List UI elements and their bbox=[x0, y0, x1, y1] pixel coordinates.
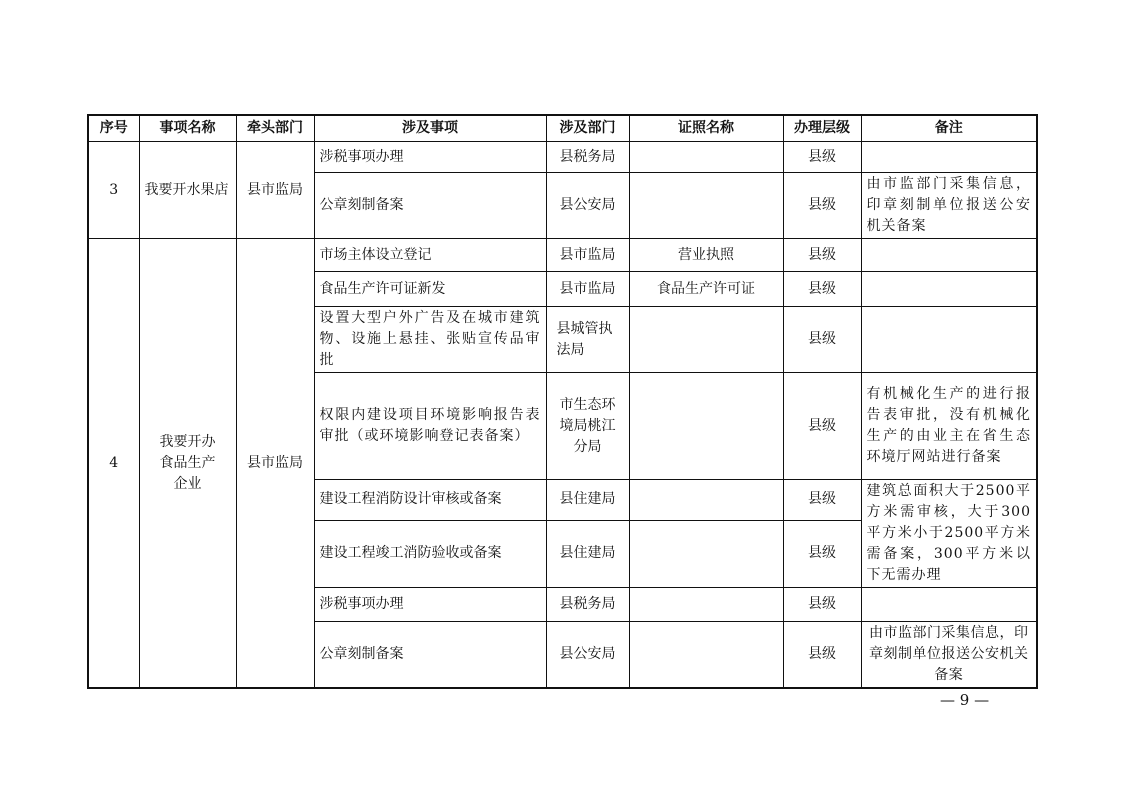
involved-item: 权限内建设项目环境影响报告表审批（或环境影响登记表备案） bbox=[314, 373, 546, 480]
level: 县级 bbox=[783, 520, 861, 587]
license-name bbox=[629, 480, 783, 521]
header-lead-dept: 牵头部门 bbox=[236, 115, 314, 142]
involved-dept: 县公安局 bbox=[546, 173, 629, 239]
note: 建筑总面积大于2500平方米需审核，大于300平方米小于2500平方米需备案，300平方米以下无需办理 bbox=[861, 480, 1037, 588]
involved-item: 公章刻制备案 bbox=[314, 622, 546, 689]
license-name bbox=[629, 373, 783, 480]
lead-dept: 县市监局 bbox=[236, 142, 314, 239]
involved-item: 食品生产许可证新发 bbox=[314, 272, 546, 307]
header-license: 证照名称 bbox=[629, 115, 783, 142]
note: 由市监部门采集信息，印章刻制单位报送公安机关备案 bbox=[861, 622, 1037, 689]
note bbox=[861, 142, 1037, 173]
license-name bbox=[629, 173, 783, 239]
matter-name: 我要开水果店 bbox=[139, 142, 236, 239]
table-row bbox=[88, 239, 1037, 272]
involved-item: 建设工程消防设计审核或备案 bbox=[314, 480, 546, 521]
header-no: 序号 bbox=[88, 115, 139, 142]
level: 县级 bbox=[783, 173, 861, 239]
note bbox=[861, 307, 1037, 373]
license-name: 食品生产许可证 bbox=[629, 272, 783, 307]
level: 县级 bbox=[783, 272, 861, 307]
level: 县级 bbox=[783, 480, 861, 521]
involved-item: 建设工程竣工消防验收或备案 bbox=[314, 520, 546, 587]
license-name bbox=[629, 307, 783, 373]
level: 县级 bbox=[783, 622, 861, 689]
involved-dept: 县城管执法局 bbox=[546, 307, 629, 373]
license-name: 营业执照 bbox=[629, 239, 783, 272]
involved-dept: 县税务局 bbox=[546, 588, 629, 622]
license-name bbox=[629, 142, 783, 173]
involved-item: 设置大型户外广告及在城市建筑物、设施上悬挂、张贴宣传品审批 bbox=[314, 307, 546, 373]
header-involved-dept: 涉及部门 bbox=[546, 115, 629, 142]
lead-dept: 县市监局 bbox=[236, 239, 314, 689]
level: 县级 bbox=[783, 373, 861, 480]
involved-dept: 县住建局 bbox=[546, 480, 629, 521]
license-name bbox=[629, 588, 783, 622]
note bbox=[861, 272, 1037, 307]
group-number: 3 bbox=[88, 142, 139, 239]
level: 县级 bbox=[783, 588, 861, 622]
involved-item: 涉税事项办理 bbox=[314, 142, 546, 173]
table-row bbox=[88, 142, 1037, 173]
header-matter-name: 事项名称 bbox=[139, 115, 236, 142]
level: 县级 bbox=[783, 239, 861, 272]
involved-dept: 县市监局 bbox=[546, 272, 629, 307]
matters-table bbox=[87, 114, 1038, 689]
involved-dept: 县市监局 bbox=[546, 239, 629, 272]
header-level: 办理层级 bbox=[783, 115, 861, 142]
license-name bbox=[629, 520, 783, 587]
level: 县级 bbox=[783, 142, 861, 173]
note bbox=[861, 239, 1037, 272]
involved-dept: 县公安局 bbox=[546, 622, 629, 689]
group-number: 4 bbox=[88, 239, 139, 689]
header-note: 备注 bbox=[861, 115, 1037, 142]
involved-dept: 县住建局 bbox=[546, 520, 629, 587]
page-number: — 9 — bbox=[940, 691, 990, 709]
involved-item: 市场主体设立登记 bbox=[314, 239, 546, 272]
license-name bbox=[629, 622, 783, 689]
note: 有机械化生产的进行报告表审批，没有机械化生产的由业主在省生态环境厅网站进行备案 bbox=[861, 373, 1037, 480]
involved-item: 涉税事项办理 bbox=[314, 588, 546, 622]
matter-name: 我要开办食品生产企业 bbox=[139, 239, 236, 689]
header-involved-item: 涉及事项 bbox=[314, 115, 546, 142]
involved-dept: 市生态环境局桃江分局 bbox=[546, 373, 629, 480]
involved-item: 公章刻制备案 bbox=[314, 173, 546, 239]
note: 由市监部门采集信息，印章刻制单位报送公安机关备案 bbox=[861, 173, 1037, 239]
header-row bbox=[88, 115, 1037, 142]
level: 县级 bbox=[783, 307, 861, 373]
note bbox=[861, 588, 1037, 622]
involved-dept: 县税务局 bbox=[546, 142, 629, 173]
